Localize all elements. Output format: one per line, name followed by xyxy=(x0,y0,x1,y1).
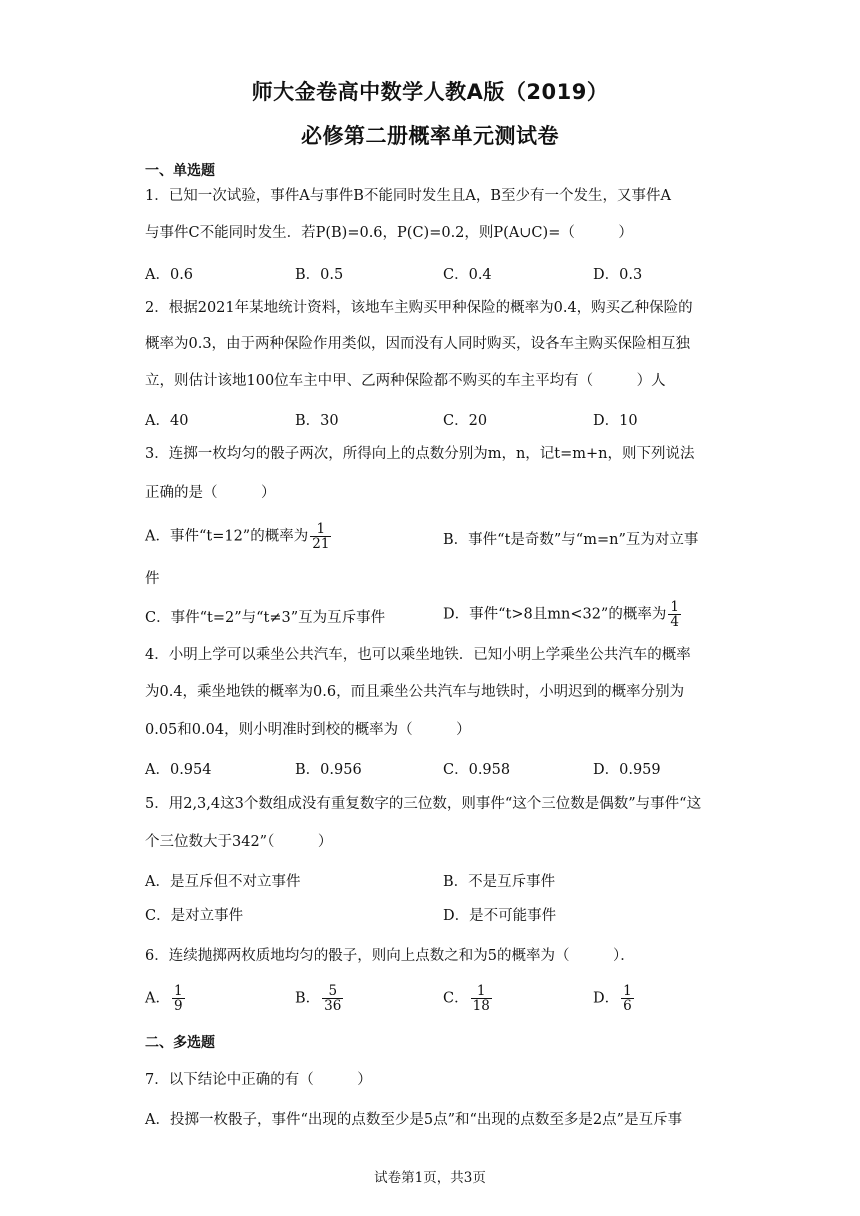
fraction-numerator: 1 xyxy=(623,983,632,999)
q4-line1: 4．小明上学可以乘坐公共汽车，也可以乘坐地铁．已知小明上学乘坐公共汽车的概率 xyxy=(145,647,691,663)
q3-option-a xyxy=(145,522,333,551)
q1-option-c: C．0.4 xyxy=(443,267,492,283)
q1-line1: 1．已知一次试验，事件A与事件B不能同时发生且A，B至少有一个发生，又事件A xyxy=(145,188,671,204)
q5-option-d: D．是不可能事件 xyxy=(443,908,557,924)
q1-option-b: B．0.5 xyxy=(295,267,344,283)
q6-option-a-label: A． xyxy=(145,990,170,1007)
q2-option-b: B．30 xyxy=(295,413,339,429)
q5-line2: 个三位数大于342”（ ） xyxy=(145,834,333,850)
fraction-denominator: 18 xyxy=(472,998,490,1015)
q6-option-a xyxy=(145,984,187,1013)
fraction-numerator: 5 xyxy=(322,984,343,999)
fraction-numerator: 1 xyxy=(173,983,183,999)
section-single-choice: 一、单选题 xyxy=(145,163,215,179)
q3-option-b: B．事件“t是奇数”与“m=n”互为对立事 xyxy=(443,532,699,548)
q6-option-a-fraction xyxy=(172,984,185,1013)
q2-line3: 立，则估计该地100位车主中甲、乙两种保险都不购买的车主平均有（ ）人 xyxy=(145,373,666,389)
fraction-numerator: 1 xyxy=(670,599,679,615)
q1-option-a: A．0.6 xyxy=(145,267,194,283)
q6-option-b-label: B． xyxy=(295,990,321,1007)
q2-line2: 概率为0.3，由于两种保险作用类似，因而没有人同时购买，设各车主购买保险相互独 xyxy=(145,336,691,352)
q4-option-d: D．0.959 xyxy=(593,762,661,778)
fraction-numerator: 1 xyxy=(471,984,492,999)
q5-option-b: B．不是互斥事件 xyxy=(443,874,556,890)
exam-subtitle: 必修第二册概率单元测试卷 xyxy=(301,124,559,148)
q3-option-d xyxy=(443,600,683,629)
q3-option-d-fraction xyxy=(668,600,681,629)
q1-line2: 与事件C不能同时发生．若P(B)=0.6，P(C)=0.2，则P(A∪C)=（ ） xyxy=(145,225,633,241)
q3-option-c: C．事件“t=2”与“t≠3”互为互斥事件 xyxy=(145,610,386,626)
q6-option-c xyxy=(443,984,494,1013)
fraction-denominator: 21 xyxy=(312,536,330,553)
fraction-denominator: 6 xyxy=(623,998,632,1015)
page-footer: 试卷第1页，共3页 xyxy=(374,1170,486,1186)
q6-option-d-fraction xyxy=(621,984,634,1013)
q3-line2: 正确的是（ ） xyxy=(145,485,276,501)
q6-option-b xyxy=(295,984,345,1013)
q3-line1: 3．连掷一枚均匀的骰子两次，所得向上的点数分别为m，n，记t=m+n，则下列说法 xyxy=(145,446,695,462)
q2-option-d: D．10 xyxy=(593,413,638,429)
q2-option-a: A．40 xyxy=(145,413,189,429)
q6-option-c-label: C． xyxy=(443,990,469,1007)
fraction-denominator: 9 xyxy=(173,998,183,1015)
q2-line1: 2．根据2021年某地统计资料，该地车主购买甲种保险的概率为0.4，购买乙种保险的 xyxy=(145,300,693,316)
q6-option-b-fraction xyxy=(322,984,343,1013)
fraction-denominator: 36 xyxy=(324,998,342,1015)
q5-option-c: C．是对立事件 xyxy=(145,908,244,924)
q6-option-d xyxy=(593,984,636,1013)
q7-line1: 7．以下结论中正确的有（ ） xyxy=(145,1072,372,1088)
q3-option-a-text: A．事件“t=12”的概率为 xyxy=(145,528,309,545)
exam-title: 师大金卷高中数学人教A版（2019） xyxy=(251,80,609,104)
q4-option-a: A．0.954 xyxy=(145,762,212,778)
q4-line3: 0.05和0.04，则小明准时到校的概率为（ ） xyxy=(145,722,471,738)
q1-option-d: D．0.3 xyxy=(593,267,643,283)
q6-option-d-label: D． xyxy=(593,990,620,1007)
q3-option-b-wrap: 件 xyxy=(145,571,160,587)
q3-option-a-fraction xyxy=(310,522,331,551)
q5-option-a: A．是互斥但不对立事件 xyxy=(145,874,301,890)
q5-line1: 5．用2,3,4这3个数组成没有重复数字的三位数，则事件“这个三位数是偶数”与事件“这 xyxy=(145,796,702,812)
section-multi-choice: 二、多选题 xyxy=(145,1035,215,1051)
q4-option-b: B．0.956 xyxy=(295,762,362,778)
q4-option-c: C．0.958 xyxy=(443,762,511,778)
q2-option-c: C．20 xyxy=(443,413,488,429)
q7-option-a: A．投掷一枚骰子，事件“出现的点数至少是5点”和“出现的点数至多是2点”是互斥事 xyxy=(145,1112,683,1128)
q4-line2: 为0.4，乘坐地铁的概率为0.6，而且乘坐公共汽车与地铁时，小明迟到的概率分别为 xyxy=(145,684,685,700)
q3-option-d-text: D．事件“t>8且mn<32”的概率为 xyxy=(443,606,667,623)
q6-line1: 6．连续抛掷两枚质地均匀的骰子，则向上点数之和为5的概率为（ ）． xyxy=(145,948,635,964)
fraction-denominator: 4 xyxy=(670,614,679,631)
q6-option-c-fraction xyxy=(471,984,492,1013)
fraction-numerator: 1 xyxy=(310,522,331,537)
